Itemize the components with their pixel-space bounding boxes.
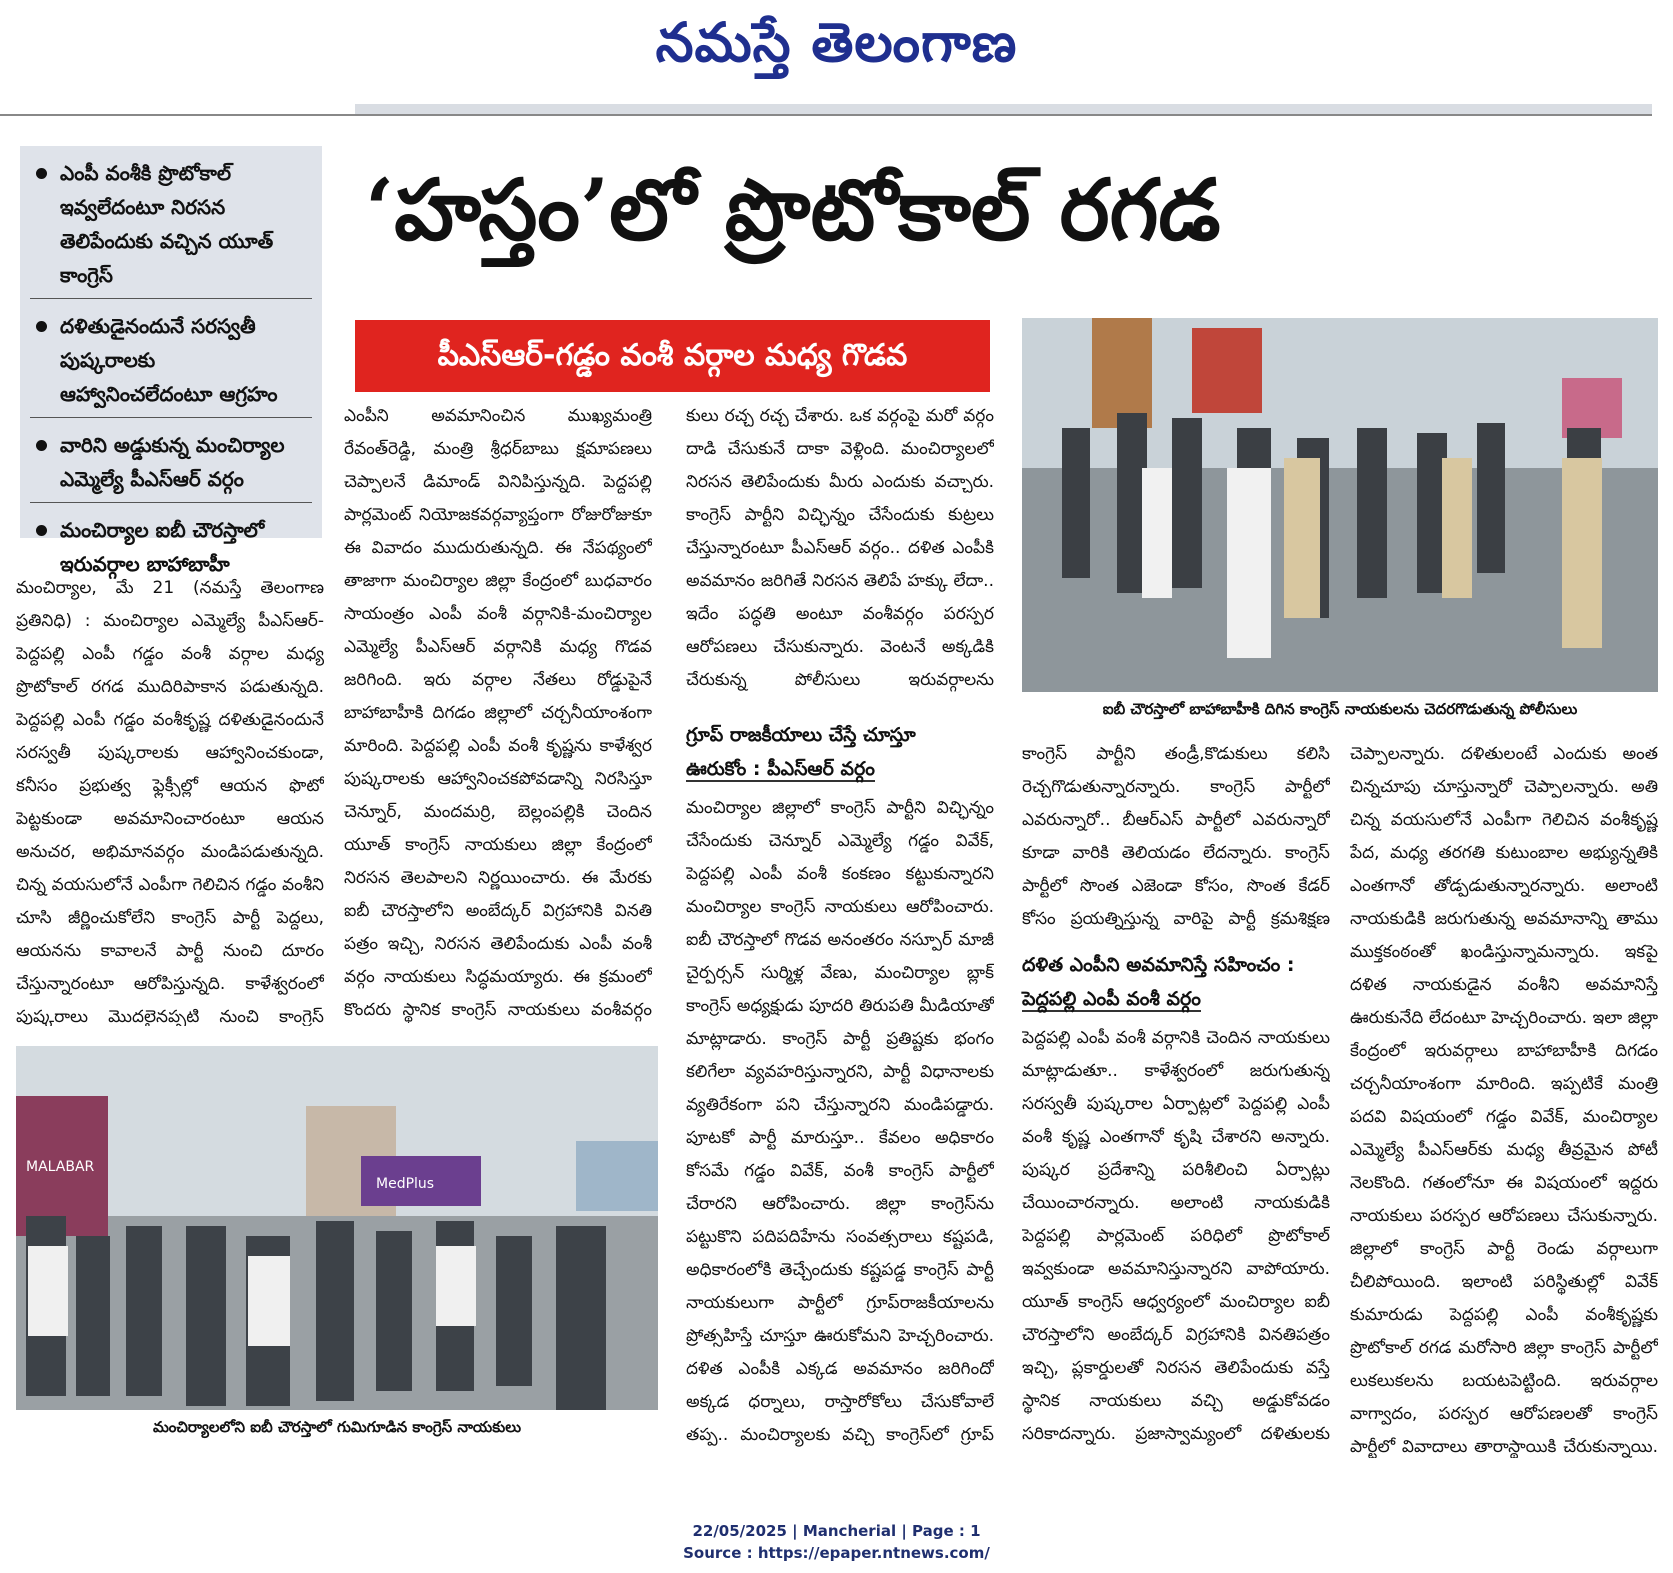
bullet-icon xyxy=(36,168,47,179)
edition-info: 22/05/2025 | Mancherial | Page : 1 xyxy=(692,1522,981,1540)
bullet-icon xyxy=(36,525,47,536)
bullet-icon xyxy=(36,321,47,332)
page-footer xyxy=(0,1520,1673,1564)
article-column-4b: పెద్దపల్లి ఎంపీ వంశీ వర్గానికి చెందిన నాయకులు మాట్లాడుతూ.. కాళేశ్వరంలో జరుగుతున్న సరస్వతీ పుష్కరాల ఏర్పాట్లలో పెద్దపల్లి ఎంపీ వంశీ కృష్ణ ఎంతగానో కృషి చేశారని అన్నారు. పుష్కర ప్రదేశాన్ని పరిశీలించి ఏర్పాట్లు చేయించారన్నారు. అలాంటి నాయకుడికి పెద్దపల్లి పార్లమెంట్ పరిధిలో ప్రొటోకాల్ ఇవ్వకుండా అవమానిస్తున్నారని వాపోయారు. యూత్ కాంగ్రెస్ ఆధ్వర్యంలో మంచిర్యాల ఐబీ చౌరస్తాలోని అంబేద్కర్ విగ్రహానికి వినతిపత్రం ఇచ్చి, ప్లకార్డులతో నిరసన తెలిపేందుకు వస్తే స్థానిక నాయకులు వచ్చి అడ్డుకోవడం సరికాదన్నారు. ప్రజాస్వామ్యంలో దళితులకు xyxy=(1022,1028,1330,1444)
masthead-band xyxy=(355,104,1652,114)
article-column-2: ఎంపీని అవమానించిన ముఖ్యమంత్రి రేవంత్‌రెడ్డి, మంత్రి శ్రీధర్‌బాబు క్షమాపణలు చెప్పాలనే డిమాండ్ వినిపిస్తున్నది. పెద్దపల్లి పార్లమెంట్ నియోజకవర్గవ్యాప్తంగా రోజురోజుకూ ఈ వివాదం ముదురుతున్నది. ఈ నేపథ్యంలో తాజాగా మంచిర్యాల జిల్లా కేంద్రంలో బుధవారం సాయంత్రం ఎంపీ వంశీ వర్గానికి-మంచిర్యాల ఎమ్మెల్యే పీఎస్ఆర్ వర్గానికి మధ్య గొడవ జరిగింది. ఇరు వర్గాల నేతలు రోడ్డుపైనే బాహాబాహీకి దిగడం జిల్లాలో చర్చనీయాంశంగా మారింది. పెద్దపల్లి ఎంపీ వంశీ కృష్ణను కాళేశ్వర పుష్కరాలకు ఆహ్వానించకపోవడాన్ని నిరసిస్తూ చెన్నూర్, మందమర్రి, బెల్లంపల్లికి చెందిన యూత్ కాంగ్రెస్ నాయకులు జిల్లా కేంద్రంలో నిరసన తెలపాలని నిర్ణయించారు. ఈ మేరకు ఐబీ చౌరస్తాలోని అంబేద్కర్ విగ్రహానికి వినతి పత్రం ఇచ్చి, నిరసన తెలిపేందుకు ఎంపీ వంశీ వర్గం నాయకులు సిద్ధమయ్యారు. ఈ క్రమంలో కొందరు స్థానిక కాంగ్రెస్ నాయకులు వంశీవర్గం xyxy=(344,406,652,1020)
subheadline-bar: పీఎస్ఆర్-గడ్డం వంశీ వర్గాల మధ్య గొడవ xyxy=(355,320,990,392)
highlights-box xyxy=(20,146,322,576)
article-column-3b: మంచిర్యాల జిల్లాలో కాంగ్రెస్ పార్టీని విచ్ఛిన్నం చేసేందుకు చెన్నూర్ ఎమ్మెల్యే గడ్డం వివేక్, పెద్దపల్లి ఎంపీ వంశీ కంకణం కట్టుకున్నారని మంచిర్యాల కాంగ్రెస్ నాయకులు ఆరోపించారు. ఐబీ చౌరస్తాలో గొడవ అనంతరం నస్పూర్ మాజీ చైర్పర్సన్ సుర్మిళ్ల వేణు, మంచిర్యాల బ్లాక్ కాంగ్రెస్ అధ్యక్షుడు పూదరి తిరుపతి మీడియాతో మాట్లాడారు. కాంగ్రెస్ పార్టీ ప్రతిష్టకు భంగం కలిగేలా వ్యవహరిస్తున్నారని, పార్టీ విధానాలకు వ్యతిరేకంగా పని చేస్తున్నారని మండిపడ్డారు. పూటకో పార్టీ మారుస్తూ.. కేవలం అధికారం కోసమే గడ్డం వివేక్, వంశీ కాంగ్రెస్ పార్టీలో చేరారని ఆరోపించారు. జిల్లా కాంగ్రెస్‌ను పట్టుకొని పదిపదిహేను సంవత్సరాలు కష్టపడి, అధికారంలోకి తెచ్చేందుకు కష్టపడ్డ కాంగ్రెస్ పార్టీ నాయకులుగా పార్టీలో గ్రూప్‌రాజకీయాలను ప్రోత్సహిస్తే చూస్తూ ఊరుకోమని హెచ్చరించారు. దళిత ఎంపీకి ఎక్కడ అవమానం జరిగిందో అక్కడ ధర్నాలు, రాస్తారోకోలు చేసుకోవాలే తప్ప.. మంచిర్యాలకు వచ్చి కాంగ్రెస్‌లో గ్రూప్ xyxy=(686,798,994,1445)
bottom-photo-caption: మంచిర్యాలలోని ఐబీ చౌరస్తాలో గుమిగూడిన కాంగ్రెస్ నాయకులు xyxy=(152,1418,522,1436)
highlight-item: దళితుడైనందునే సరస్వతీ పుష్కరాలకు ఆహ్వానించలేదంటూ ఆగ్రహం xyxy=(30,309,312,418)
top-photo-caption: ఐబీ చౌరస్తాలో బాహాబాహీకి దిగిన కాంగ్రెస్ నాయకులను చెదరగొడుతున్న పోలీసులు xyxy=(1102,700,1578,718)
highlight-item: మంచిర్యాల ఐబీ చౌరస్తాలో ఇరువర్గాల బాహాబాహీ xyxy=(30,513,312,587)
store-sign-medplus: MedPlus xyxy=(376,1176,435,1192)
subheading-psr: గ్రూప్ రాజకీయాలు చేస్తే చూస్తూ ఊరుకోం : పీఎస్ఆర్ వర్గం xyxy=(686,724,916,780)
store-sign-malabar: MALABAR xyxy=(26,1159,95,1175)
masthead-logo: నమస్తే తెలంగాణ xyxy=(655,10,1018,74)
police-crowd-photo xyxy=(1022,318,1658,692)
article-column-5: చెప్పాలన్నారు. దళితులంటే ఎందుకు అంత చిన్నచూపు చూస్తున్నారో చెప్పాలన్నారు. అతి చిన్న వయసులోనే ఎంపీగా గెలిచిన వంశీకృష్ణ పేద, మధ్య తరగతి కుటుంబాల అభ్యున్నతికి ఎంతగానో తోడ్పడుతున్నారన్నారు. అలాంటి నాయకుడికి జరుగుతున్న అవమానాన్ని తాము ముక్తకంఠంతో ఖండిస్తున్నామన్నారు. ఇకపై దళిత నాయకుడైన వంశీని అవమానిస్తే ఊరుకునేది లేదంటూ హెచ్చరించారు. ఇలా జిల్లా కేంద్రంలో ఇరువర్గాలు బాహాబాహీకి దిగడం చర్చనీయాంశంగా మారింది. ఇప్పటికే మంత్రి పదవి విషయంలో గడ్డం వివేక్, మంచిర్యాల ఎమ్మెల్యే పీఎస్ఆర్‌కు మధ్య తీవ్రమైన పోటీ నెలకొంది. గతంలోనూ ఈ విషయంలో ఇద్దరు నాయకులు పరస్పర ఆరోపణలు చేసుకున్నారు. జిల్లాలో కాంగ్రెస్ పార్టీ రెండు వర్గాలుగా చీలిపోయింది. ఇలాంటి పరిస్థితుల్లో వివేక్ కుమారుడు పెద్దపల్లి ఎంపీ వంశీకృష్ణకు ప్రొటోకాల్ రగడ మరోసారి జిల్లా కాంగ్రెస్ పార్టీలో లుకలుకలను బయటపెట్టింది. ఇరువర్గాల వాగ్వాదం, పరస్పర ఆరోపణలతో కాంగ్రెస్ పార్టీలో వివాదాలు తారాస్థాయికి చేరుకున్నాయి. xyxy=(1350,744,1658,1457)
highlight-item: ఎంపీ వంశీకి ప్రొటోకాల్ ఇవ్వలేదంటూ నిరసన తెలిపేందుకు వచ్చిన యూత్ కాంగ్రెస్ xyxy=(30,156,312,299)
article-column-1: మంచిర్యాల, మే 21 (నమస్తే తెలంగాణ ప్రతినిధి) : మంచిర్యాల ఎమ్మెల్యే పీఎస్ఆర్-పెద్దపల్లి ఎంపీ గడ్డం వంశీ వర్గాల మధ్య ప్రొటోకాల్ రగడ ముదిరిపాకాన పడుతున్నది. పెద్దపల్లి ఎంపీ గడ్డం వంశీకృష్ణ దళితుడైనందునే సరస్వతీ పుష్కరాలకు ఆహ్వానించకుండా, కనీసం ప్రభుత్వ ఫ్లెక్సీల్లో ఆయన ఫొటో పెట్టకుండా అవమానించారంటూ ఆయన అనుచర, అభిమానవర్గం మండిపడుతున్నది. చిన్న వయసులోనే ఎంపీగా గెలిచిన గడ్డం వంశీని చూసి జీర్ణించుకోలేని కాంగ్రెస్ పార్టీ పెద్దలు, ఆయనను కావాలనే పార్టీ నుంచి దూరం చేస్తున్నారంటూ ఆరోపిస్తున్నది. కాళేశ్వరంలో పుష్కరాలు మొదలైనప్పటి నుంచి కాంగ్రెస్ xyxy=(16,578,324,1026)
bullet-icon xyxy=(36,440,47,451)
source-link[interactable]: Source : https://epaper.ntnews.com/ xyxy=(683,1544,990,1562)
subheading-vamshi: దళిత ఎంపీని అవమానిస్తే సహించం : పెద్దపల్లి ఎంపీ వంశీ వర్గం xyxy=(1022,954,1295,1010)
highlight-item: వారిని అడ్డుకున్న మంచిర్యాల ఎమ్మెల్యే పీఎస్ఆర్ వర్గం xyxy=(30,428,312,503)
main-headline: ‘హస్తం’లో ప్రొటోకాల్ రగడ xyxy=(365,160,1221,259)
crowd-photo xyxy=(16,1046,658,1410)
masthead-rule xyxy=(0,114,1652,116)
article-column-4a: కాంగ్రెస్ పార్టీని తండ్రీ,కొడుకులు కలిసి రెచ్చగొడుతున్నారన్నారు. కాంగ్రెస్ పార్టీలో ఎవరున్నారో.. బీఆర్ఎస్ పార్టీలో ఎవరున్నారో కూడా వారికి తెలియడం లేదన్నారు. కాంగ్రెస్ పార్టీలో సొంత ఎజెండా కోసం, సొంత కేడర్ కోసం ప్రయత్నిస్తున్న వారిపై పార్టీ క్రమశిక్షణ xyxy=(1022,744,1330,929)
article-column-3a: కులు రచ్చ రచ్చ చేశారు. ఒక వర్గంపై మరో వర్గం దాడి చేసుకునే దాకా వెళ్లింది. మంచిర్యాలలో నిరసన తెలిపేందుకు మీరు ఎందుకు వచ్చారు. కాంగ్రెస్ పార్టీని విచ్ఛిన్నం చేసేందుకు కుట్రలు చేస్తున్నారంటూ పీఎస్ఆర్ వర్గం.. దళిత ఎంపీకి అవమానం జరిగితే నిరసన తెలిపే హక్కు లేదా.. ఇదేం పద్ధతి అంటూ వంశీవర్గం పరస్పర ఆరోపణలు చేసుకున్నారు. వెంటనే అక్కడికి చేరుకున్న పోలీసులు ఇరువర్గాలను xyxy=(686,406,994,690)
